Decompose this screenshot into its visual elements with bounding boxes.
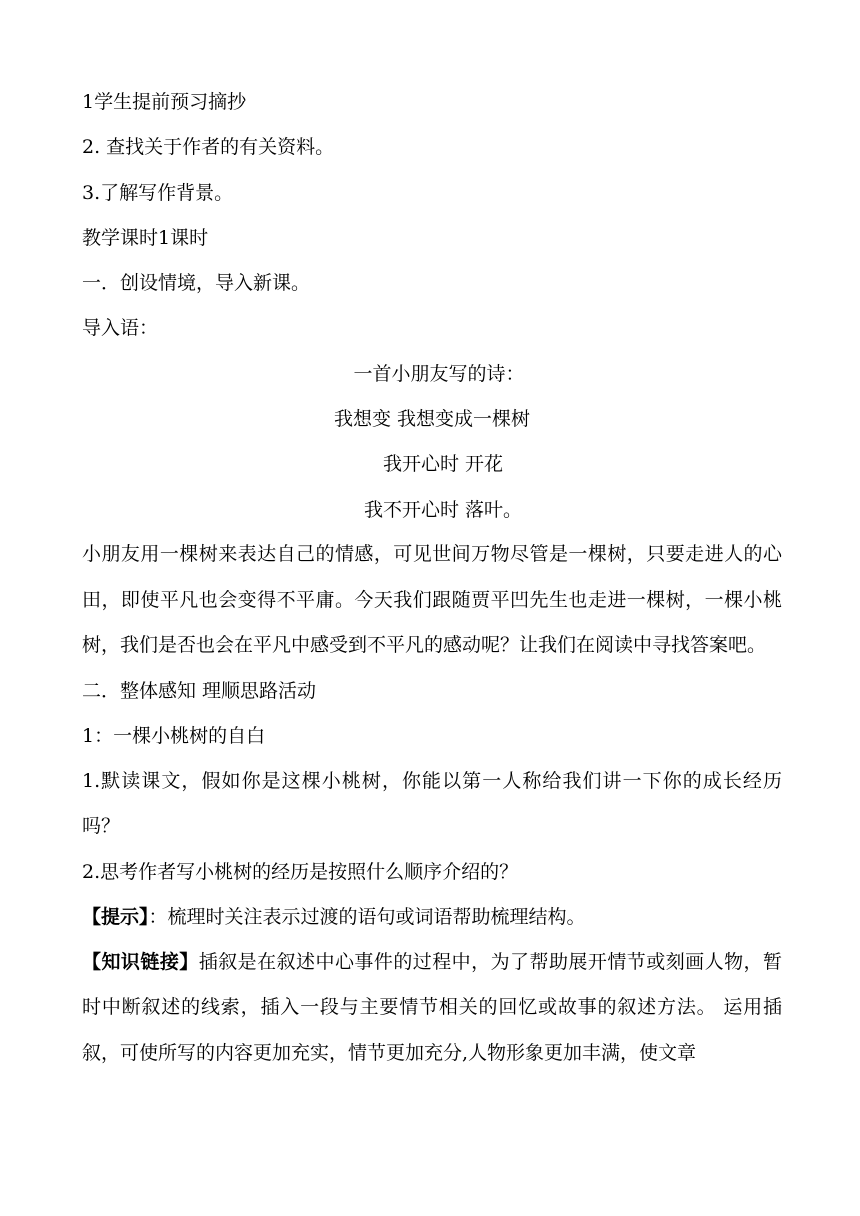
prep-item-3: 3.了解写作背景。 (82, 181, 234, 204)
document-page (82, 84, 782, 1076)
knowledge-text: 插叙是在叙述中心事件的过程中，为了帮助展开情节或刻画人物，暂时中断叙述的线索，插入一段与主要情节相关的回忆或故事的叙述方法。 运用插叙，可使所写的内容更加充实，情节更加充分,人物形象更加丰满，使文章 (82, 951, 782, 1064)
section-1-title: 一．创设情境，导入新课。 (82, 272, 311, 295)
poem-line-2: 我开心时 开花 (382, 453, 504, 476)
activity-1-title: 1：一棵小桃树的自白 (82, 725, 266, 748)
section-2-title: 二．整体感知 理顺思路活动 (82, 679, 317, 702)
question-2: 2.思考作者写小桃树的经历是按照什么顺序介绍的？ (82, 861, 519, 884)
hint-label: 【提示】 (82, 906, 149, 929)
question-1: 1.默读课文，假如你是这棵小桃树，你能以第一人称给我们讲一下你的成长经历吗？ (82, 769, 782, 838)
poem-title: 一首小朋友写的诗： (353, 362, 525, 385)
intro-paragraph: 小朋友用一棵树来表达自己的情感，可见世间万物尽管是一棵树，只要走进人的心田，即使平凡也会变得不平庸。今天我们跟随贾平凹先生也走进一棵树，一棵小桃树，我们是否也会在平凡中感受到不平凡的感动呢？让我们在阅读中寻找答案吧。 (82, 543, 782, 656)
knowledge-paragraph (82, 940, 782, 1076)
prep-item-2: 2. 查找关于作者的有关资料。 (82, 136, 335, 159)
hint-text: ：梳理时关注表示过渡的语句或词语帮助梳理结构。 (148, 906, 586, 929)
intro-label: 导入语： (82, 317, 159, 340)
knowledge-label: 【知识链接】 (82, 951, 199, 974)
hint-line (82, 899, 782, 935)
teaching-hours: 教学课时1课时 (82, 226, 209, 249)
prep-item-1: 1学生提前预习摘抄 (82, 91, 247, 113)
poem-line-3: 我不开心时 落叶。 (363, 498, 523, 521)
poem-line-1: 我想变 我想变成一棵树 (333, 408, 531, 431)
